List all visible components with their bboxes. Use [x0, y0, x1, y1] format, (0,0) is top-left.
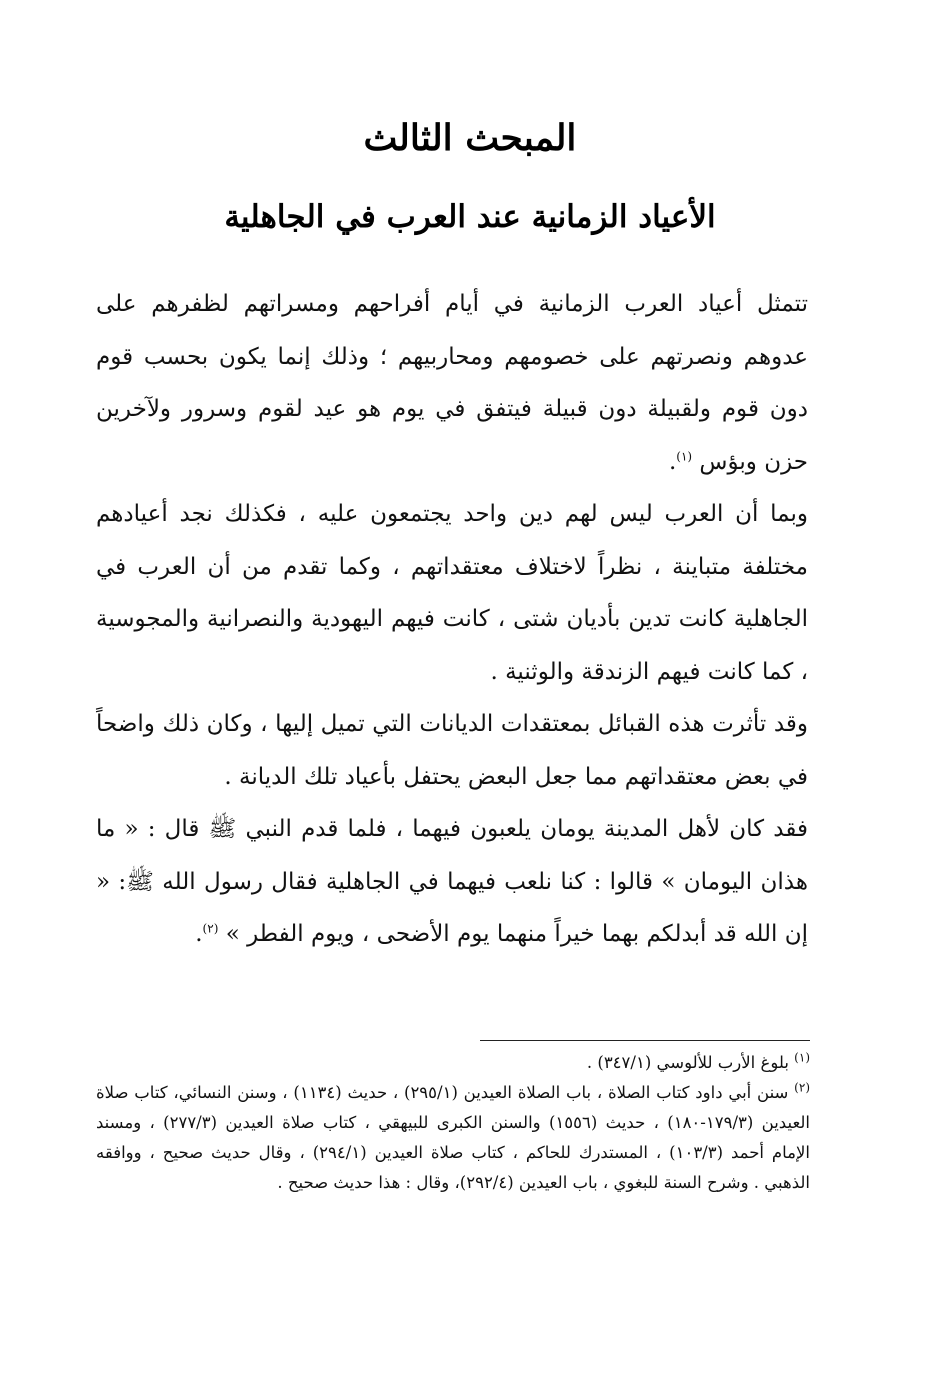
paragraph [96, 803, 808, 961]
paragraph [96, 278, 808, 488]
footnote [96, 1048, 810, 1078]
paragraph-text: فقد كان لأهل المدينة يومان يلعبون فيهما ، فلما قدم النبي ﷺ قال : « ما هذان اليومان » قالوا : كنا نلعب فيهما في الجاهلية فقال رسول الله ﷺ: « إن الله قد أبدلكم بهما خيراً منهما يوم الأضحى ، ويوم الفطر » [96, 816, 808, 947]
body-text [96, 278, 808, 961]
footnote-reference: (٢) [202, 921, 219, 936]
footnote-text: بلوغ الأرب للألوسي (٣٤٧/١) . [586, 1053, 789, 1072]
footnote-text: سنن أبي داود كتاب الصلاة ، باب الصلاة العيدين (٢٩٥/١) ، حديث (١١٣٤) ، وسنن النسائي، كتاب صلاة العيدين (١٧٩/٣-١٨٠) ، حديث (١٥٥٦) والسنن الكبرى للبيهقي ، كتاب صلاة العيدين (٢٧٧/٣) ، ومسند الإمام أحمد (١٠٣/٣) ، المستدرك للحاكم ، كتاب صلاة العيدين (٢٩٤/١) ، وقال حديث صحيح ، ووافقه الذهبي . وشرح السنة للبغوي ، باب العيدين (٢٩٢/٤)، وقال : هذا حديث صحيح . [96, 1083, 811, 1192]
paragraph [96, 698, 808, 803]
paragraph-text: تتمثل أعياد العرب الزمانية في أيام أفراحهم ومسراتهم لظفرهم على عدوهم ونصرتهم على خصومهم ومحاربيهم ؛ وذلك إنما يكون بحسب قوم دون قوم ولقبيلة دون قبيلة فيتفق في يوم هو عيد لقوم وسرور ولآخرين حزن وبؤس [96, 291, 808, 475]
footnote-list [96, 1048, 810, 1198]
footnote-separator [480, 1040, 810, 1041]
section-title: الأعياد الزمانية عند العرب في الجاهلية [224, 199, 716, 235]
footnote-marker: (٢) [794, 1080, 810, 1095]
paragraph-text: وبما أن العرب ليس لهم دين واحد يجتمعون عليه ، فكذلك نجد أعيادهم مختلفة متباينة ، نظراً لاختلاف معتقداتهم ، وكما تقدم من أن العرب في الجاهلية كانت تدين بأديان شتى ، كانت فيهم اليهودية والنصرانية والمجوسية ، كما كانت فيهم الزندقة والوثنية . [96, 501, 808, 685]
paragraph-text: وقد تأثرت هذه القبائل بمعتقدات الديانات التي تميل إليها ، وكان ذلك واضحاً في بعض معتقداتهم مما جعل البعض يحتفل بأعياد تلك الديانة . [96, 711, 808, 790]
paragraph [96, 488, 808, 698]
footnote-marker: (١) [794, 1050, 810, 1065]
paragraph-end: . [668, 448, 677, 475]
paragraph-end: . [195, 921, 203, 947]
footnote-reference: (١) [676, 448, 693, 463]
chapter-title: المبحث الثالث [363, 117, 577, 159]
footnote [96, 1078, 810, 1198]
